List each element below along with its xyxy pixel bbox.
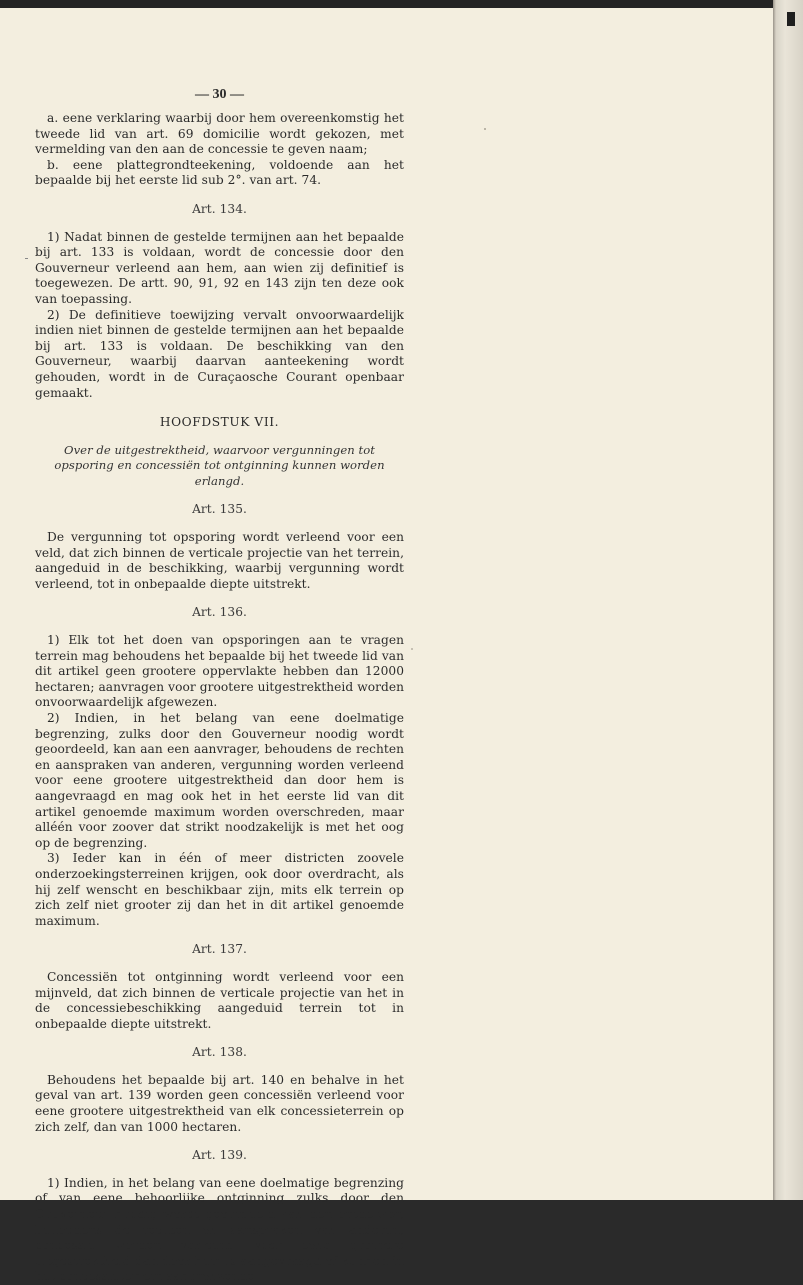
article-134-par-1: 1) Nadat binnen de gestelde termijnen aan het bepaalde bij art. 133 is voldaan, wordt de concessie door den Gouverneur verleend aan hem, aan wien zij definitief is toegewezen. De artt. 90, 91, 92 en 143 zijn ten deze ook van toepassing. — [35, 229, 404, 306]
scan-edge-strip — [773, 0, 803, 1200]
scan-top-edge — [0, 0, 803, 8]
paragraph-b: b. eene plattegrondteekening, voldoende aan het bepaalde bij het eerste lid sub 2°. van art. 74. — [35, 157, 404, 188]
chapter-heading: HOOFDSTUK VII. — [159, 415, 280, 430]
speck — [411, 648, 413, 650]
article-138-text: Behoudens het bepaalde bij art. 140 en behalve in het geval van art. 139 worden geen concessiën verleend voor eene grootere uitgestrektheid van elk concessieterrein op zich zelf, dan van 1000 hectaren. — [35, 1072, 404, 1134]
article-heading-139: Art. 139. — [192, 1148, 247, 1163]
article-heading-136: Art. 136. — [192, 605, 247, 620]
article-heading-137: Art. 137. — [192, 942, 247, 957]
scan-marker — [787, 12, 795, 26]
article-136-par-1: 1) Elk tot het doen van opsporingen aan te vragen terrein mag behoudens het bepaalde bij het tweede lid van dit artikel geen grootere oppervlakte hebben dan 12000 hectaren; aanvragen voor grootere uitgestrektheid worden onvoorwaardelijk afgewezen. — [35, 633, 404, 710]
article-136-par-2: 2) Indien, in het belang van eene doelmatige begrenzing, zulks door den Gouverneur noodig wordt geoordeeld, kan aan een aanvrager, behoudens de rechten en aanspraken van anderen, vergunning worden verleend voor eene grootere uitgestrektheid dan door hem is aangevraagd en mag ook het in het eerste lid van dit artikel genoemde maximum worden overschreden, maar alléén voor zoover dat strikt noodzakelijk is met het oog op de begrenzing. — [35, 711, 404, 850]
speck — [25, 258, 28, 259]
document-body — [35, 111, 404, 1285]
article-heading-138: Art. 138. — [192, 1045, 247, 1060]
article-137-text: Concessiën tot ontginning wordt verleend voor een mijnveld, dat zich binnen de verticale projectie van het in de concessiebeschikking aangeduid terrein tot in onbepaalde diepte uitstrekt. — [35, 969, 404, 1031]
speck — [484, 128, 486, 130]
article-135-text: De vergunning tot opsporing wordt verleend voor een veld, dat zich binnen de verticale projectie van het terrein, aangeduid in de beschikking, waarbij vergunning wordt verleend, tot in onbepaalde diepte uitstrekt. — [35, 530, 404, 591]
page-number: — 30 — — [195, 87, 244, 102]
paragraph-a: a. eene verklaring waarbij door hem overeenkomstig het tweede lid van art. 69 domicilie wordt gekozen, met vermelding van den aan de concessie te geven naam; — [35, 111, 404, 157]
article-heading-134: Art. 134. — [192, 201, 247, 216]
article-136-par-3: 3) Ieder kan in één of meer districten zoovele onderzoekingsterreinen krijgen, ook door overdracht, als hij zelf wenscht en beschikbaar zijn, mits elk terrein op zich zelf niet grooter zij dan het in dit artikel genoemde maximum. — [35, 851, 404, 928]
article-heading-135: Art. 135. — [192, 502, 247, 517]
article-134-par-2: 2) De definitieve toewijzing vervalt onvoorwaardelijk indien niet binnen de gestelde termijnen aan het bepaalde bij art. 133 is voldaan. De beschikking van den Gouverneur, waarbij daarvan aanteekening wordt gehouden, wordt in de Curaçaosche Courant openbaar gemaakt. — [35, 307, 404, 400]
article-139-par-1: 1) Indien, in het belang van eene doelmatige begrenzing of van eene behoorlijke ontginning zulks door den Gouverneur noodig wordt geoordeeld kan den ontdekker, behoudens de rechten en aanspraken van anderen, concessie worden verleend voor eene grootere uitgestrektheid dan door hem is aangevraagd of kunnen in het concessieterrein aangrenzende — [35, 1175, 404, 1284]
chapter-subtitle: Over de uitgestrektheid, waarvoor vergunningen tot opsporing en concessiën tot ontginning kunnen worden erlangd. — [54, 442, 385, 488]
